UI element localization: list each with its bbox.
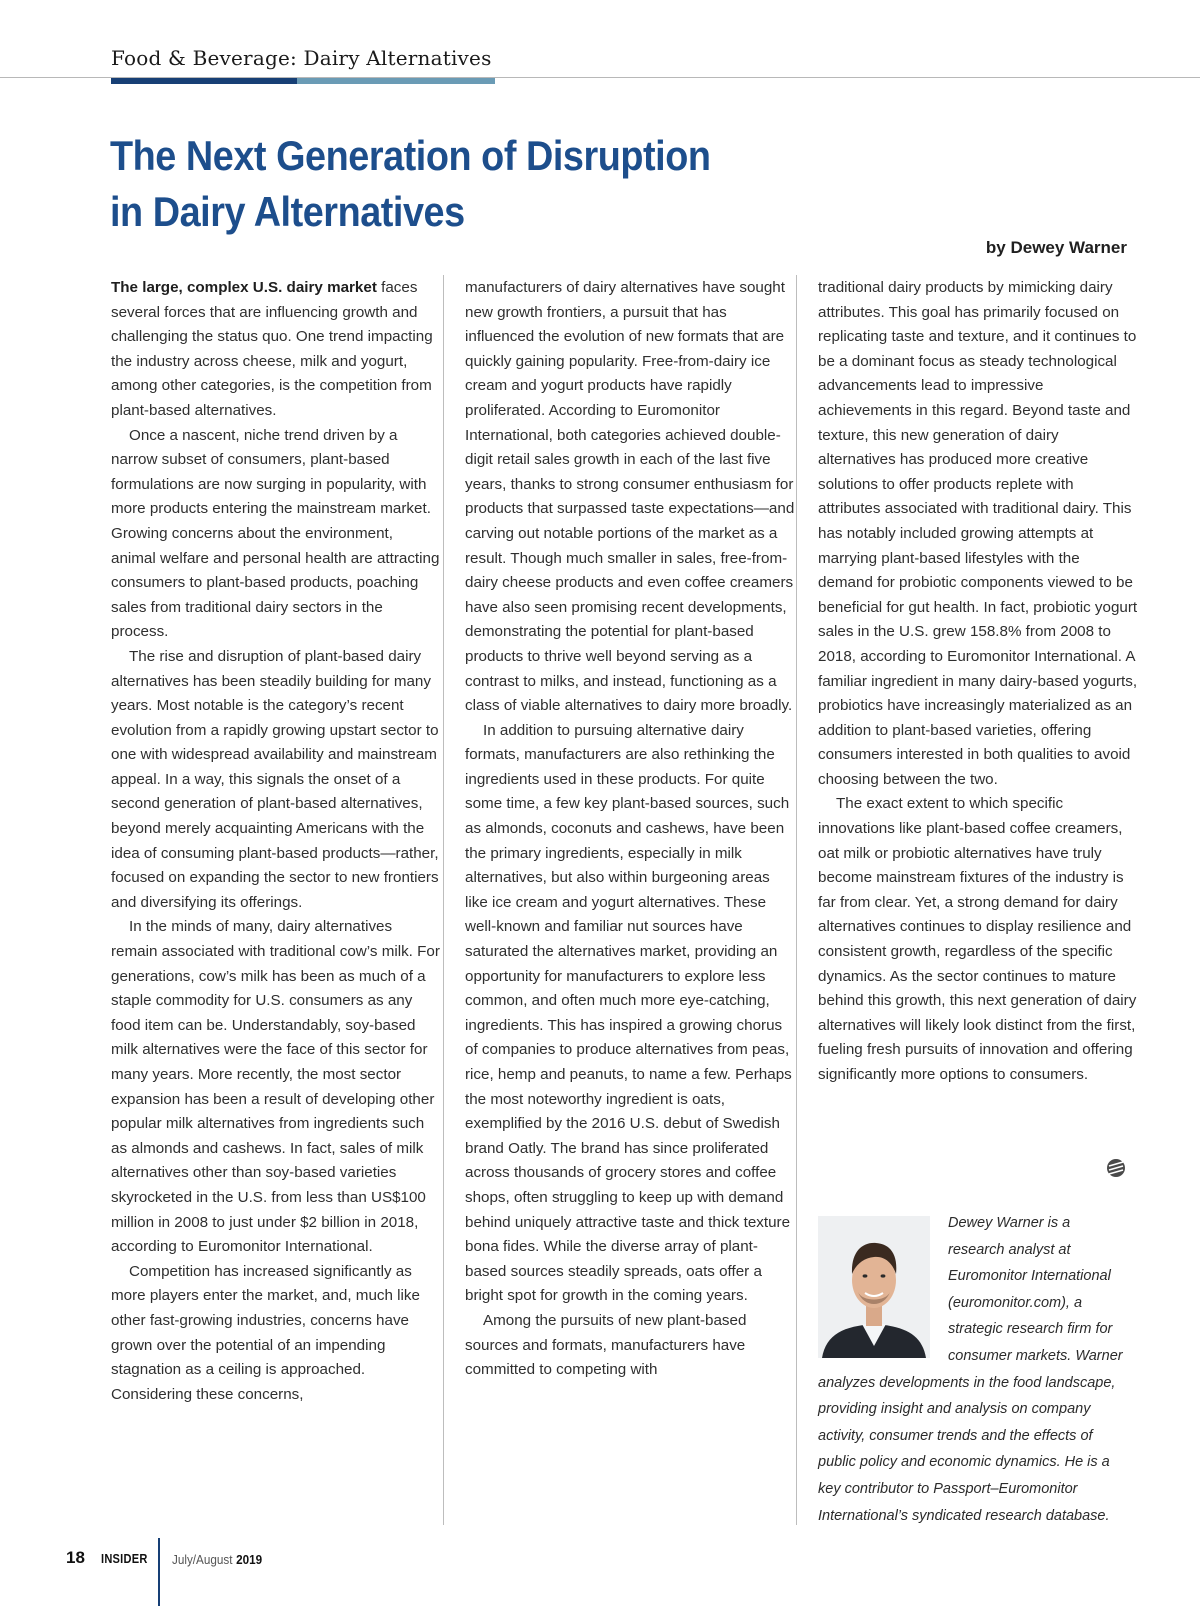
article-title [110, 128, 710, 240]
column-divider [796, 275, 797, 1525]
article-column-3 [818, 276, 1138, 1088]
footer-divider [158, 1538, 160, 1606]
issue-year: 2019 [236, 1552, 263, 1567]
lead-in: The large, complex U.S. dairy market [111, 279, 377, 296]
article-column-1 [111, 276, 441, 1407]
title-line-1: The Next Generation of Disruption [110, 132, 711, 179]
paragraph: In the minds of many, dairy alternatives remain associated with traditional cow’s milk. For generations, cow’s milk has been as much of a staple commodity for U.S. consumers as any food item can be. Understandably, soy-based milk alternatives were the face of this sector for many years. More recently, the most sector expansion has been a result of developing other popular milk alternatives from ingredients such as almonds and cashews. In fact, sales of milk alternatives other than soy-based varieties skyrocketed in the U.S. from less than US$100 million in 2008 to just under $2 billion in 2018, according to Euromonitor International. [111, 918, 440, 1256]
end-of-article-icon [1106, 1158, 1126, 1178]
article-column-2 [465, 276, 795, 1383]
issue-month: July/August [172, 1552, 233, 1567]
paragraph: In addition to pursuing alternative dairy formats, manufacturers are also rethinking the ingredients used in these products. For quite some time, a few key plant-based sources, such as almonds, coconuts and cashews, have been the primary ingredients, especially in milk alternatives, but also within burgeoning areas like ice cream and yogurt alternatives. These well-known and familiar nut sources have saturated the alternatives market, providing an opportunity for manufacturers to explore less common, and often much more eye-catching, ingredients. This has inspired a growing chorus of companies to produce alternatives from peas, rice, hemp and peanuts, to name a few. Perhaps the most noteworthy ingredient is oats, exemplified by the 2016 U.S. debut of Swedish brand Oatly. The brand has since proliferated across thousands of grocery stores and coffee shops, often struggling to keep up with demand behind uniquely attractive taste and thick texture bona fides. While the diverse array of plant-based sources steadily spreads, oats offer a bright spot for growth in the coming years. [465, 721, 792, 1305]
byline: by Dewey Warner [985, 238, 1127, 257]
issue-date [172, 1552, 262, 1567]
column-divider [443, 275, 444, 1525]
section-header: Food & Beverage: Dairy Alternatives [111, 46, 492, 70]
paragraph: manufacturers of dairy alternatives have sought new growth frontiers, a pursuit that has influenced the evolution of new formats that are quickly gaining popularity. Free-from-dairy ice cream and yogurt products have rapidly proliferated. According to Euromonitor International, both categories achieved double-digit retail sales growth in each of the last five years, thanks to strong consumer enthusiasm for products that surpassed taste expectations—and carving out notable portions of the market as a result. Though much smaller in sales, free-from-dairy cheese products and even coffee creamers have also seen promising recent developments, demonstrating the potential for plant-based products to thrive well beyond serving as a contrast to milks, and instead, functioning as a class of viable alternatives to dairy more broadly. [465, 279, 795, 715]
paragraph [111, 276, 441, 424]
magazine-name: INSIDER [101, 1551, 148, 1566]
header-accent-navy [111, 78, 297, 84]
header-accent-teal [297, 78, 495, 84]
paragraph: Once a nascent, niche trend driven by a narrow subset of consumers, plant-based formulations are now surging in popularity, with more products entering the mainstream market. Growing concerns about the environment, animal welfare and personal health are attracting consumers to plant-based products, poaching sales from traditional dairy sectors in the process. [111, 426, 440, 641]
paragraph: Among the pursuits of new plant-based sources and formats, manufacturers have committed to competing with [465, 1311, 747, 1379]
paragraph: traditional dairy products by mimicking dairy attributes. This goal has primarily focused on replicating taste and texture, and it continues to be a dominant focus as steady technological advancements lead to impressive achievements in this regard. Beyond taste and texture, this new generation of dairy alternatives has produced more creative solutions to offer products replete with attributes associated with traditional dairy. This has notably included growing attempts at marrying plant-based lifestyles with the demand for probiotic components viewed to be beneficial for gut health. In fact, probiotic yogurt sales in the U.S. grew 158.8% from 2008 to 2018, according to Euromonitor International. A familiar ingredient in many dairy-based yogurts, probiotics have increasingly materialized as an addition to plant-based varieties, offering consumers interested in both qualities to avoid choosing between the two. [818, 279, 1138, 788]
paragraph: The exact extent to which specific innovations like plant-based coffee creamers, oat milk or probiotic alternatives have truly become mainstream fixtures of the industry is far from clear. Yet, a strong demand for dairy alternatives continues to display resilience and consistent growth, regardless of the specific dynamics. As the sector continues to mature behind this growth, this next generation of dairy alternatives will likely look distinct from the first, fueling fresh pursuits of innovation and offering significantly more options to consumers. [818, 795, 1137, 1083]
author-bio [818, 1210, 1128, 1529]
paragraph: Competition has increased significantly as more players enter the market, and, much like other fast-growing industries, concerns have grown over the potential of an impending stagnation as a ceiling is approached. Considering these concerns, [111, 1262, 420, 1403]
title-line-2: in Dairy Alternatives [110, 188, 465, 235]
bio-text: Dewey Warner is a research analyst at Euromonitor International (euromonitor.com), a strategic research firm for consumer markets. Warner analyzes developments in the food landscape, providing insight and analysis on company activity, consumer trends and the effects of public policy and economic dynamics. He is a key contributor to Passport–Euromonitor International’s syndicated research database. [818, 1215, 1123, 1524]
paragraph: The rise and disruption of plant-based dairy alternatives has been steadily building for many years. Most notable is the category’s recent evolution from a rapidly growing upstart sector to one with widespread availability and mainstream appeal. In a way, this signals the onset of a second generation of plant-based alternatives, beyond merely acquainting Americans with the idea of consuming plant-based products—rather, focused on expanding the sector to new frontiers and diversifying its offerings. [111, 647, 439, 911]
paragraph-text: faces several forces that are influencing growth and challenging the status quo. One trend impacting the industry across cheese, milk and yogurt, among other categories, is the competition from plant-based alternatives. [111, 279, 433, 419]
page-number: 18 [66, 1548, 85, 1567]
photo-spacer [818, 1210, 948, 1360]
